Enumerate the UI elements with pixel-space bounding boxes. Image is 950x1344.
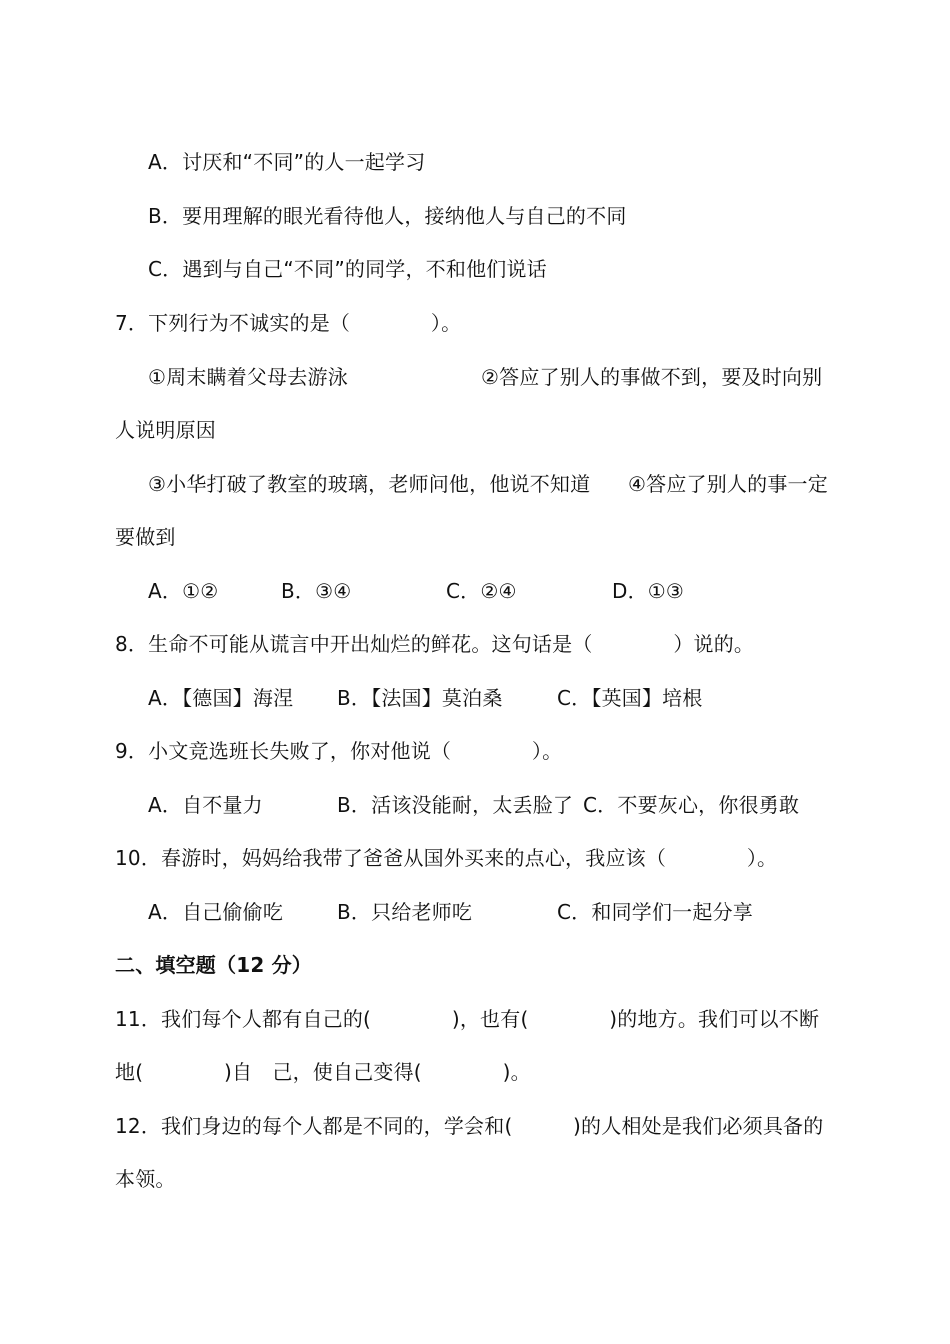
q12-line-1: 12．我们身边的每个人都是不同的，学会和( )的人相处是我们必须具备的 bbox=[115, 1114, 824, 1138]
q11-line-2: 地( )自 己，使自己变得( )。 bbox=[115, 1060, 531, 1084]
q8-option-b: B．【法国】莫泊桑 bbox=[337, 686, 503, 710]
q9-option-a: A．自不量力 bbox=[148, 793, 263, 817]
q6-option-b: B．要用理解的眼光看待他人，接纳他人与自己的不同 bbox=[148, 204, 627, 228]
q8-option-a: A．【德国】海涅 bbox=[148, 686, 294, 710]
q10-option-b: B．只给老师吃 bbox=[337, 900, 473, 924]
q7-option-a: A．①② bbox=[148, 579, 219, 603]
q12-line-2: 本领。 bbox=[115, 1167, 176, 1191]
q10-stem: 10．春游时，妈妈给我带了爸爸从国外买来的点心，我应该（ ）。 bbox=[115, 846, 778, 870]
q10-option-c: C．和同学们一起分享 bbox=[557, 900, 753, 924]
q7-item-2: ②答应了别人的事做不到，要及时向别 bbox=[481, 365, 823, 389]
q10-option-a: A．自己偷偷吃 bbox=[148, 900, 284, 924]
q6-option-c: C．遇到与自己“不同”的同学，不和他们说话 bbox=[148, 257, 547, 281]
q9-option-b: B．活该没能耐，太丢脸了 bbox=[337, 793, 574, 817]
q7-option-c: C．②④ bbox=[446, 579, 517, 603]
q7-item-4: ④答应了别人的事一定 bbox=[628, 472, 828, 496]
q7-item-2-continued: 人说明原因 bbox=[115, 418, 216, 442]
q6-option-a: A．讨厌和“不同”的人一起学习 bbox=[148, 150, 426, 174]
q9-stem: 9．小文竞选班长失败了，你对他说（ ）。 bbox=[115, 739, 563, 763]
section-2-title: 二、填空题（12 分） bbox=[115, 953, 312, 977]
q7-option-b: B．③④ bbox=[281, 579, 352, 603]
q7-item-1: ①周末瞒着父母去游泳 bbox=[148, 365, 348, 389]
q7-item-3: ③小华打破了教室的玻璃，老师问他，他说不知道 bbox=[148, 472, 591, 496]
q11-line-1: 11．我们每个人都有自己的( )，也有( )的地方。我们可以不断 bbox=[115, 1007, 820, 1031]
q9-option-c: C．不要灰心，你很勇敢 bbox=[583, 793, 800, 817]
q7-option-d: D．①③ bbox=[612, 579, 685, 603]
q8-option-c: C．【英国】培根 bbox=[557, 686, 703, 710]
q8-stem: 8．生命不可能从谎言中开出灿烂的鲜花。这句话是（ ）说的。 bbox=[115, 632, 755, 656]
q7-item-4-continued: 要做到 bbox=[115, 525, 176, 549]
q7-stem: 7．下列行为不诚实的是（ ）。 bbox=[115, 311, 462, 335]
